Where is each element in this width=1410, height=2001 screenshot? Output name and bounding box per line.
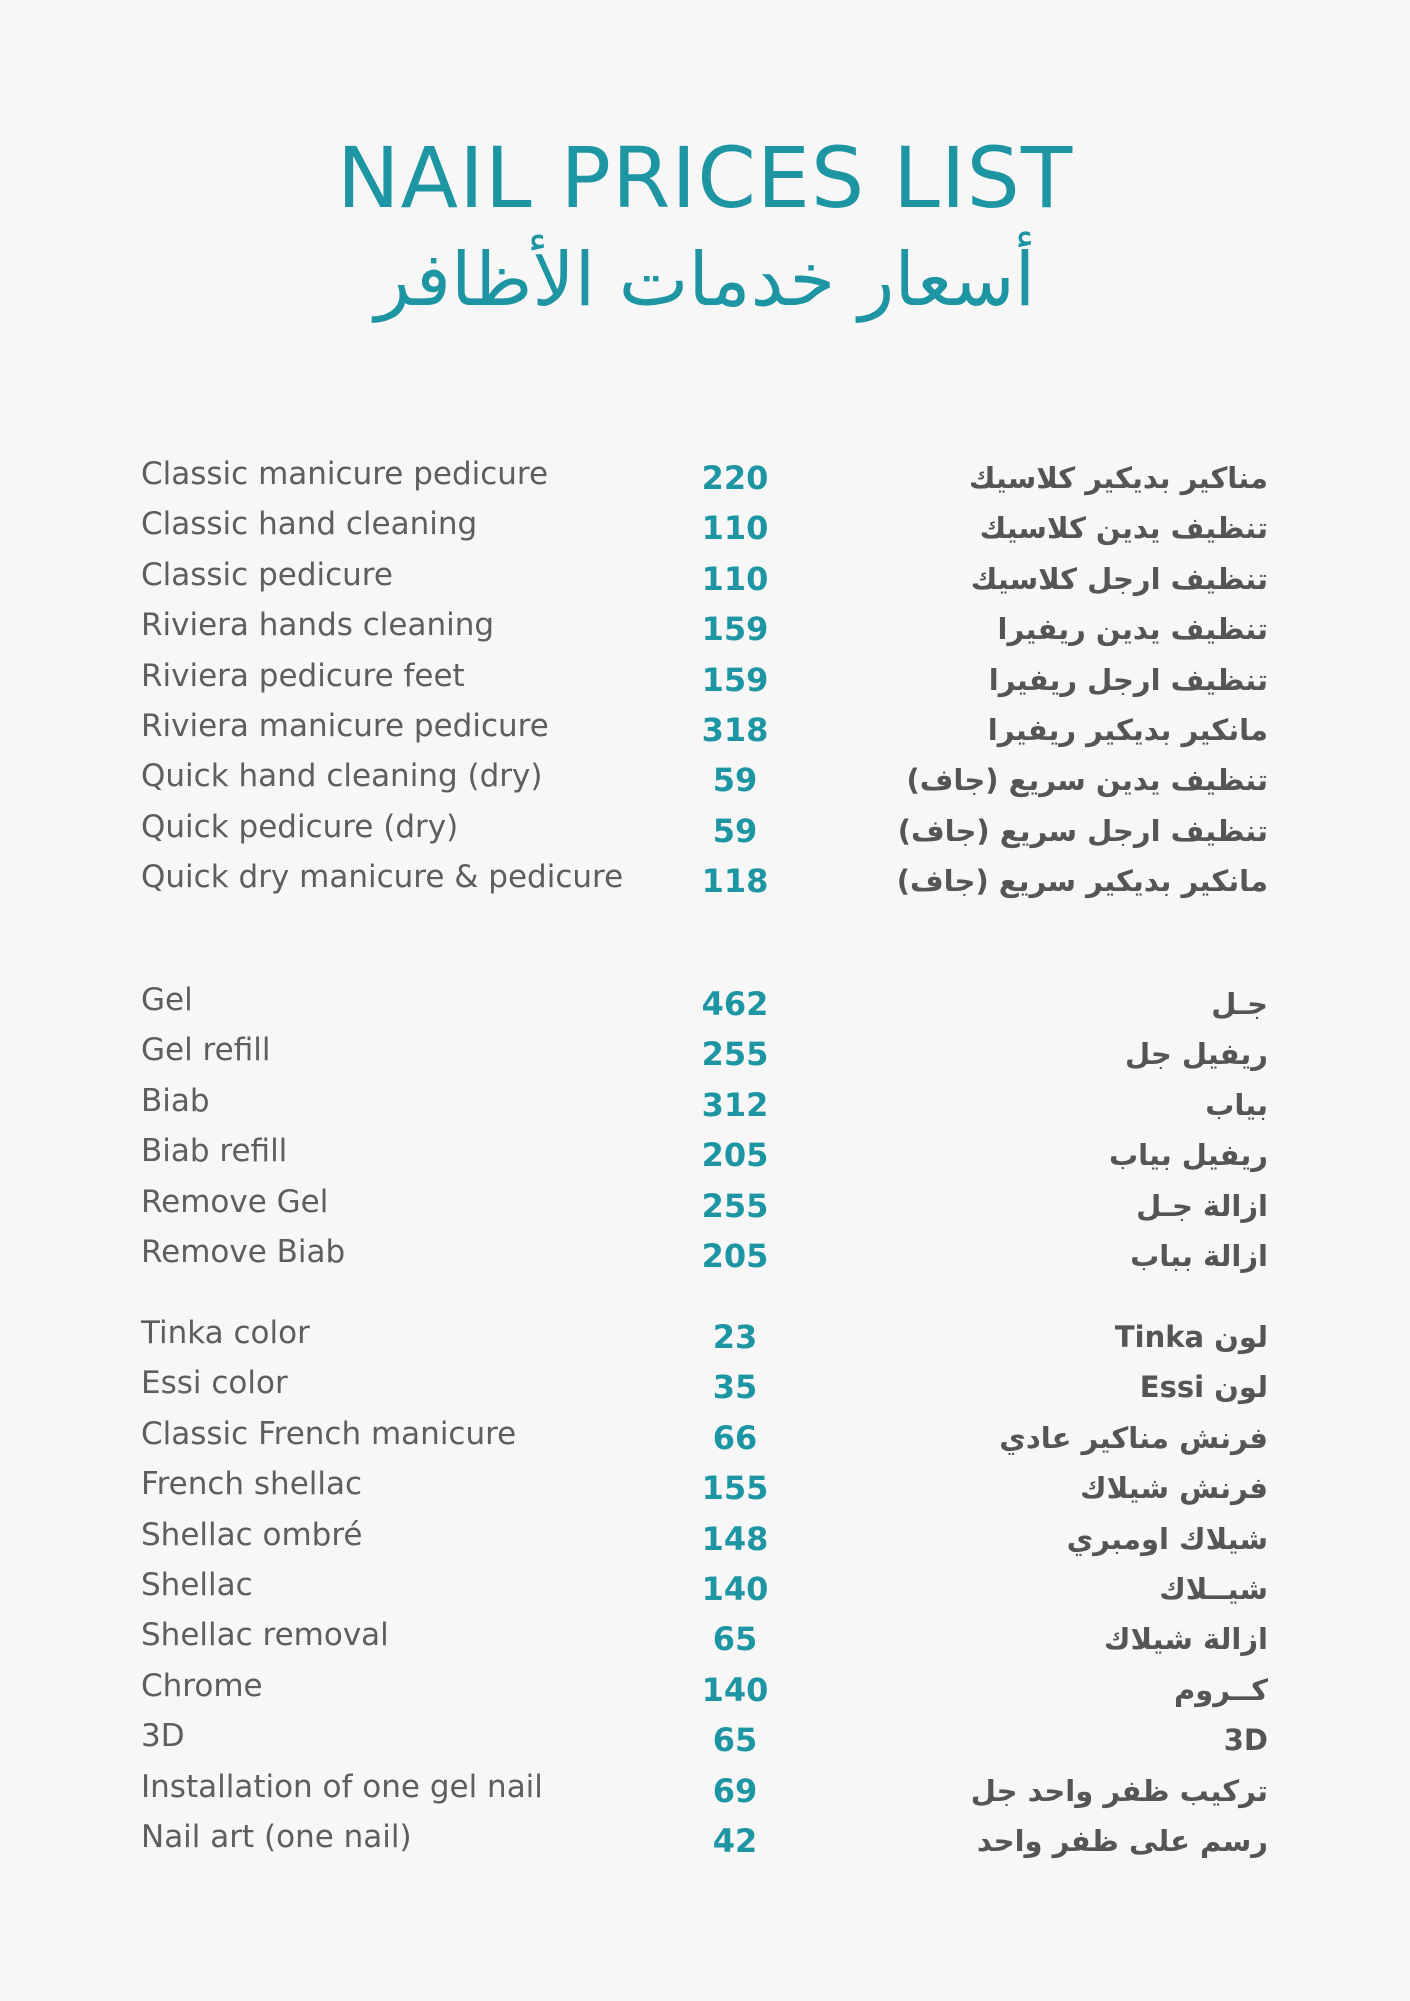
service-name-ar: مانكير بديكير ريفيرا [987, 712, 1268, 747]
service-price: 66 [712, 1418, 758, 1457]
service-name-en: Remove Gel [141, 1183, 329, 1220]
service-name-en: Installation of one gel nail [141, 1768, 543, 1805]
service-name-ar: تركيب ظفر واحد جل [970, 1773, 1268, 1808]
service-price: 42 [712, 1821, 758, 1860]
service-name-en: Riviera hands cleaning [141, 607, 495, 644]
price-row [0, 603, 1410, 653]
service-price: 35 [712, 1368, 758, 1407]
service-name-ar: مانكير بديكير سريع (جاف) [896, 864, 1268, 899]
service-price: 155 [701, 1469, 769, 1508]
price-row [0, 1462, 1410, 1512]
service-price: 110 [701, 559, 769, 598]
service-name-ar: فرنش شيلاك [1080, 1471, 1268, 1506]
service-price: 65 [712, 1620, 758, 1659]
service-name-ar: ازالة جـل [1136, 1188, 1268, 1223]
price-row [0, 1180, 1410, 1230]
service-name-ar: ازالة بباب [1130, 1238, 1268, 1273]
price-row [0, 805, 1410, 855]
price-row [0, 704, 1410, 754]
service-name-en: Classic hand cleaning [141, 506, 478, 543]
price-row [0, 1361, 1410, 1411]
service-price: 23 [712, 1318, 758, 1356]
service-price: 205 [701, 1236, 769, 1275]
service-price: 118 [701, 862, 769, 901]
price-row [0, 978, 1410, 1028]
price-row [0, 1815, 1410, 1865]
service-name-ar: تنظيف يدين سريع (جاف) [906, 763, 1268, 798]
service-name-en: Essi color [141, 1365, 288, 1402]
service-name-en: Shellac ombré [141, 1516, 363, 1553]
service-name-en: Riviera manicure pedicure [141, 707, 549, 744]
service-name-ar: ريفيل جل [1124, 1037, 1268, 1072]
service-name-ar: ريفيل بياب [1108, 1138, 1268, 1173]
service-name-ar: رسم على ظفر واحد [976, 1823, 1268, 1858]
service-name-en: Biab [141, 1082, 210, 1119]
service-name-ar: كــروم [1173, 1672, 1268, 1707]
price-row [0, 1513, 1410, 1563]
price-row [0, 1765, 1410, 1815]
section-shellac [0, 1311, 1410, 1865]
service-name-ar: لون Tinka [1114, 1320, 1268, 1354]
service-name-en: Quick pedicure (dry) [141, 808, 459, 845]
price-row [0, 1028, 1410, 1078]
service-name-en: Shellac [141, 1566, 253, 1603]
service-name-ar: تنظيف ارجل سريع (جاف) [897, 813, 1268, 848]
service-name-en: Nail art (one nail) [141, 1818, 412, 1855]
service-name-en: Biab refill [141, 1133, 288, 1170]
price-row [0, 1613, 1410, 1663]
service-name-ar: تنظيف يدين ريفيرا [997, 612, 1268, 647]
service-price: 110 [701, 509, 769, 548]
price-row [0, 1079, 1410, 1129]
page-title-ar: أسعار خدمات الأظافر [374, 237, 1036, 323]
service-price: 148 [701, 1519, 769, 1558]
service-name-en: Classic manicure pedicure [141, 456, 549, 492]
service-price: 59 [712, 811, 758, 850]
service-price: 318 [701, 710, 769, 749]
service-name-en: Gel [141, 982, 193, 1018]
service-name-ar: تنظيف يدين كلاسيك [979, 511, 1268, 546]
service-name-ar: تنظيف ارجل ريفيرا [988, 662, 1268, 697]
service-price: 462 [701, 985, 769, 1023]
service-price: 59 [712, 761, 758, 800]
service-name-en: Remove Biab [141, 1233, 346, 1270]
service-name-en: 3D [141, 1718, 185, 1755]
service-name-en: Chrome [141, 1667, 263, 1704]
service-name-ar: مناكير بديكير كلاسيك [968, 461, 1268, 495]
price-row [0, 1664, 1410, 1714]
price-row [0, 754, 1410, 804]
price-row [0, 553, 1410, 603]
service-name-ar: تنظيف ارجل كلاسيك [970, 561, 1268, 596]
service-name-ar: ازالة شيلاك [1103, 1622, 1268, 1657]
service-name-ar: جـل [1211, 987, 1268, 1021]
service-price: 255 [701, 1186, 769, 1225]
service-name-en: Classic French manicure [141, 1415, 517, 1452]
price-row [0, 1412, 1410, 1462]
price-row [0, 1714, 1410, 1764]
section-gel [0, 978, 1410, 1280]
service-name-ar: بياب [1205, 1087, 1268, 1122]
service-price: 220 [701, 459, 769, 497]
service-name-ar: فرنش مناكير عادي [999, 1420, 1268, 1455]
service-price: 312 [701, 1085, 769, 1124]
service-name-en: Gel refill [141, 1032, 271, 1069]
service-name-en: Riviera pedicure feet [141, 657, 465, 694]
price-row [0, 1129, 1410, 1179]
service-name-ar: 3D [1223, 1723, 1268, 1758]
service-price: 255 [701, 1035, 769, 1074]
service-name-en: Quick hand cleaning (dry) [141, 758, 543, 795]
service-name-ar: شيــلاك [1159, 1571, 1268, 1606]
price-row [0, 1311, 1410, 1361]
service-name-ar: لون Essi [1139, 1370, 1268, 1405]
service-price: 159 [701, 660, 769, 699]
service-name-en: Classic pedicure [141, 556, 393, 593]
price-row [0, 855, 1410, 905]
service-price: 140 [701, 1569, 769, 1608]
section-classic [0, 452, 1410, 906]
service-price: 140 [701, 1670, 769, 1709]
service-price: 65 [712, 1721, 758, 1760]
service-name-en: Quick dry manicure & pedicure [141, 859, 624, 896]
service-name-en: Tinka color [141, 1315, 310, 1351]
price-row [0, 1563, 1410, 1613]
service-price: 159 [701, 610, 769, 649]
service-name-ar: شيلاك اومبري [1066, 1521, 1268, 1556]
service-price: 205 [701, 1136, 769, 1175]
page-title-en: NAIL PRICES LIST [336, 129, 1074, 227]
price-row [0, 1230, 1410, 1280]
price-row [0, 502, 1410, 552]
service-name-en: Shellac removal [141, 1617, 389, 1654]
service-price: 69 [712, 1771, 758, 1810]
price-row [0, 452, 1410, 502]
service-name-en: French shellac [141, 1466, 363, 1503]
price-row [0, 654, 1410, 704]
